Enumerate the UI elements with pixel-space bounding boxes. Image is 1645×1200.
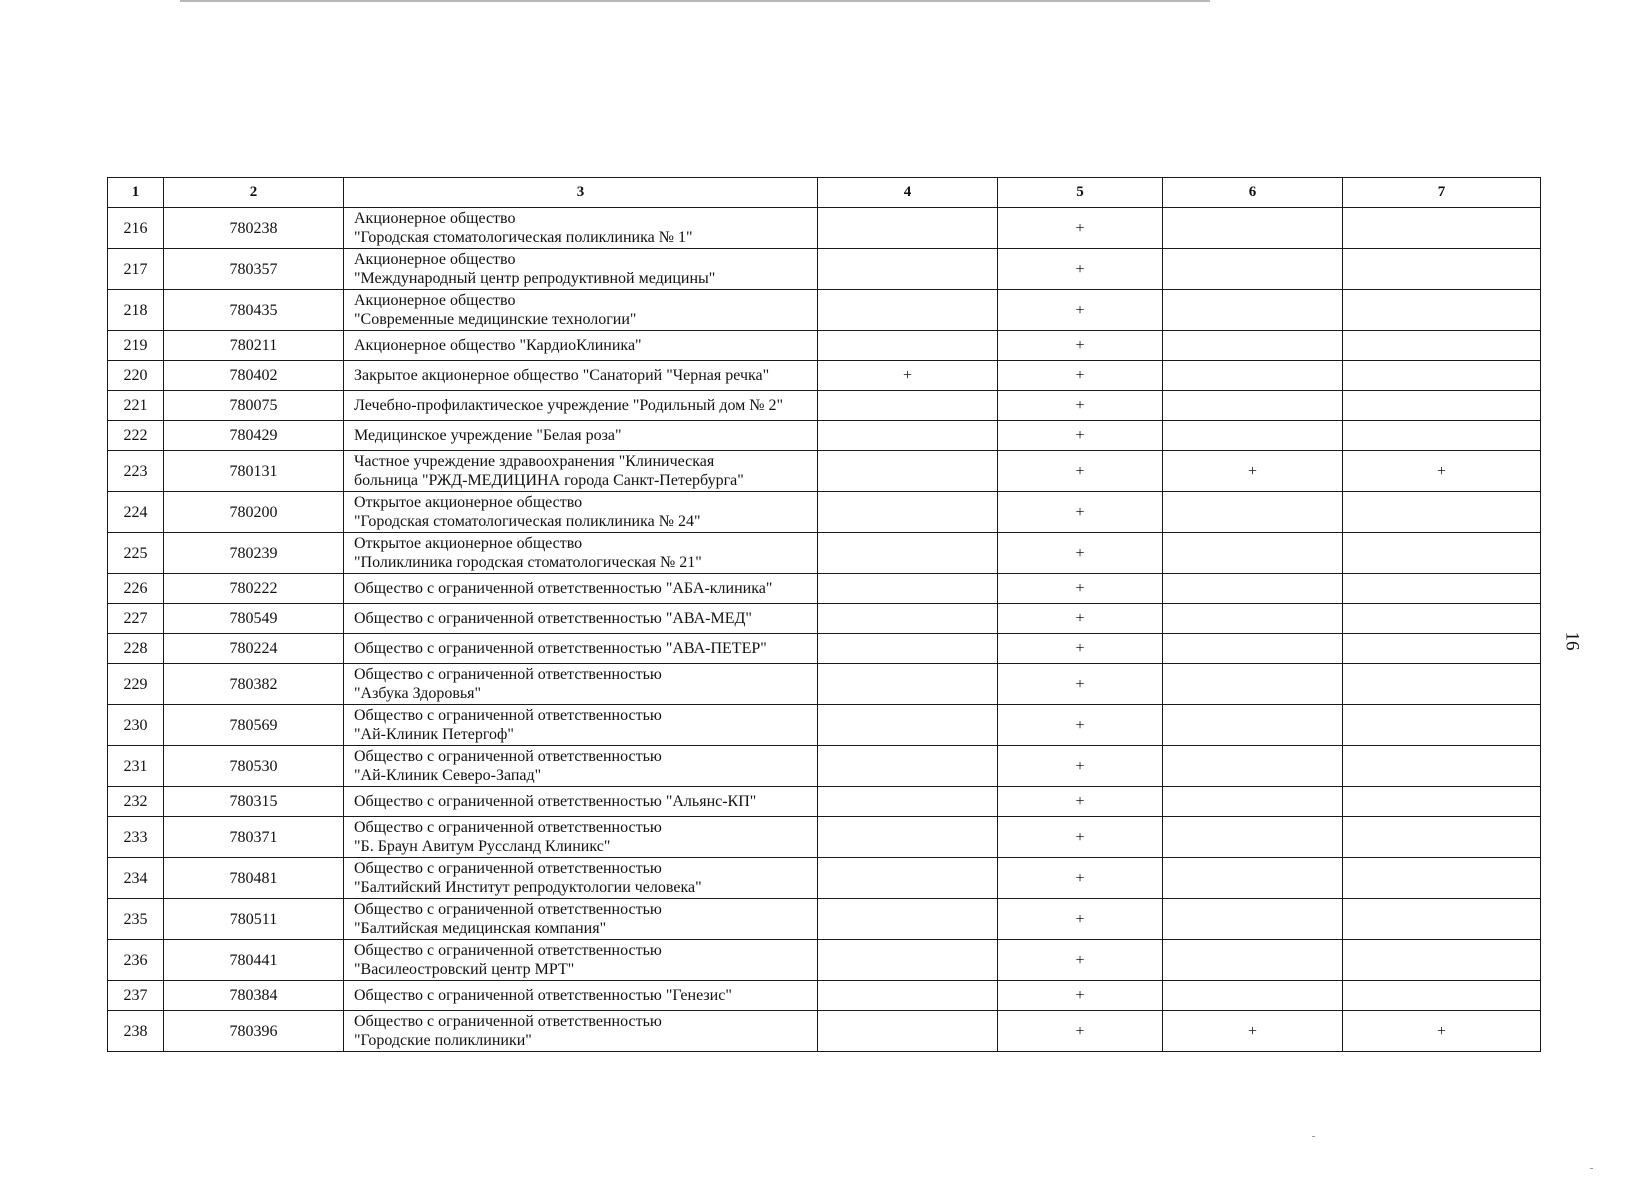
organization-name-cell: Общество с ограниченной ответственностью "Балтийская медицинская компания" [344,899,818,940]
column-header-1: 1 [108,178,164,208]
column-5-mark-cell: + [998,746,1163,787]
column-6-mark-cell [1163,746,1343,787]
row-number-cell: 227 [108,604,164,634]
column-7-mark-cell [1343,705,1541,746]
column-5-mark-cell: + [998,208,1163,249]
column-7-mark-cell: + [1343,451,1541,492]
row-number-cell: 216 [108,208,164,249]
scan-speck [1590,1168,1593,1169]
column-6-mark-cell [1163,361,1343,391]
column-4-mark-cell [818,574,998,604]
table-row [108,421,1541,451]
table-row [108,391,1541,421]
column-6-mark-cell [1163,817,1343,858]
row-number-cell: 221 [108,391,164,421]
row-number-cell: 223 [108,451,164,492]
organization-name-cell: Медицинское учреждение "Белая роза" [344,421,818,451]
organization-name-cell: Общество с ограниченной ответственностью "АВА-ПЕТЕР" [344,634,818,664]
column-4-mark-cell [818,492,998,533]
column-6-mark-cell: + [1163,1011,1343,1052]
column-4-mark-cell [818,858,998,899]
table-row [108,533,1541,574]
column-7-mark-cell [1343,787,1541,817]
table-row [108,899,1541,940]
column-6-mark-cell [1163,492,1343,533]
registry-code-cell: 780357 [164,249,344,290]
column-4-mark-cell [818,705,998,746]
column-6-mark-cell [1163,981,1343,1011]
organization-name-cell: Общество с ограниченной ответственностью "Азбука Здоровья" [344,664,818,705]
organization-name-cell: Общество с ограниченной ответственностью "Альянс-КП" [344,787,818,817]
column-5-mark-cell: + [998,331,1163,361]
table-row [108,451,1541,492]
column-6-mark-cell [1163,574,1343,604]
row-number-cell: 235 [108,899,164,940]
column-5-mark-cell: + [998,1011,1163,1052]
column-5-mark-cell: + [998,249,1163,290]
registry-table [107,177,1541,1052]
row-number-cell: 222 [108,421,164,451]
column-5-mark-cell: + [998,817,1163,858]
column-7-mark-cell [1343,817,1541,858]
table-row [108,604,1541,634]
organization-name-cell: Общество с ограниченной ответственностью "Ай-Клиник Северо-Запад" [344,746,818,787]
table-body [108,208,1541,1052]
registry-code-cell: 780239 [164,533,344,574]
column-6-mark-cell [1163,331,1343,361]
column-7-mark-cell [1343,858,1541,899]
registry-code-cell: 780511 [164,899,344,940]
registry-code-cell: 780075 [164,391,344,421]
row-number-cell: 228 [108,634,164,664]
table-row [108,858,1541,899]
scan-speck [1312,1136,1315,1137]
row-number-cell: 229 [108,664,164,705]
registry-code-cell: 780211 [164,331,344,361]
column-5-mark-cell: + [998,981,1163,1011]
column-5-mark-cell: + [998,858,1163,899]
registry-code-cell: 780222 [164,574,344,604]
scan-top-rule [180,0,1210,2]
organization-name-cell: Общество с ограниченной ответственностью "Балтийский Институт репродуктологии человека" [344,858,818,899]
column-4-mark-cell: + [818,361,998,391]
organization-name-cell: Акционерное общество "Современные медицинские технологии" [344,290,818,331]
column-header-3: 3 [344,178,818,208]
table-row [108,361,1541,391]
registry-code-cell: 780402 [164,361,344,391]
column-4-mark-cell [818,981,998,1011]
table-row [108,492,1541,533]
column-5-mark-cell: + [998,940,1163,981]
column-7-mark-cell [1343,940,1541,981]
column-6-mark-cell [1163,858,1343,899]
organization-name-cell: Акционерное общество "КардиоКлиника" [344,331,818,361]
table-row [108,290,1541,331]
organization-name-cell: Общество с ограниченной ответственностью "АБА-клиника" [344,574,818,604]
column-header-2: 2 [164,178,344,208]
registry-code-cell: 780200 [164,492,344,533]
column-5-mark-cell: + [998,533,1163,574]
column-4-mark-cell [818,421,998,451]
column-4-mark-cell [818,290,998,331]
column-6-mark-cell [1163,634,1343,664]
table-row [108,940,1541,981]
column-5-mark-cell: + [998,664,1163,705]
organization-name-cell: Акционерное общество "Городская стоматологическая поликлиника № 1" [344,208,818,249]
organization-name-cell: Акционерное общество "Международный центр репродуктивной медицины" [344,249,818,290]
column-header-7: 7 [1343,178,1541,208]
organization-name-cell: Общество с ограниченной ответственностью "Б. Браун Авитум Руссланд Клиникс" [344,817,818,858]
column-6-mark-cell [1163,533,1343,574]
column-5-mark-cell: + [998,634,1163,664]
row-number-cell: 236 [108,940,164,981]
column-4-mark-cell [818,533,998,574]
column-7-mark-cell [1343,290,1541,331]
column-7-mark-cell [1343,391,1541,421]
table-row [108,574,1541,604]
organization-name-cell: Закрытое акционерное общество "Санаторий "Черная речка" [344,361,818,391]
column-6-mark-cell [1163,604,1343,634]
column-4-mark-cell [818,208,998,249]
column-7-mark-cell [1343,492,1541,533]
row-number-cell: 230 [108,705,164,746]
registry-code-cell: 780481 [164,858,344,899]
column-4-mark-cell [818,249,998,290]
column-6-mark-cell [1163,290,1343,331]
column-4-mark-cell [818,604,998,634]
column-7-mark-cell [1343,249,1541,290]
column-4-mark-cell [818,787,998,817]
column-7-mark-cell [1343,421,1541,451]
row-number-cell: 219 [108,331,164,361]
column-5-mark-cell: + [998,787,1163,817]
organization-name-cell: Открытое акционерное общество "Городская стоматологическая поликлиника № 24" [344,492,818,533]
column-6-mark-cell [1163,705,1343,746]
registry-code-cell: 780382 [164,664,344,705]
table-row [108,787,1541,817]
registry-code-cell: 780569 [164,705,344,746]
column-6-mark-cell [1163,249,1343,290]
organization-name-cell: Частное учреждение здравоохранения "Клиническая больница "РЖД-МЕДИЦИНА города Санкт-Петербурга" [344,451,818,492]
table-row [108,817,1541,858]
table-header-row [108,178,1541,208]
table-row [108,705,1541,746]
column-7-mark-cell [1343,331,1541,361]
registry-code-cell: 780435 [164,290,344,331]
row-number-cell: 232 [108,787,164,817]
row-number-cell: 231 [108,746,164,787]
registry-code-cell: 780131 [164,451,344,492]
table-row [108,981,1541,1011]
registry-code-cell: 780441 [164,940,344,981]
column-4-mark-cell [818,746,998,787]
column-6-mark-cell [1163,664,1343,705]
column-4-mark-cell [818,899,998,940]
row-number-cell: 218 [108,290,164,331]
column-4-mark-cell [818,331,998,361]
column-6-mark-cell [1163,421,1343,451]
column-5-mark-cell: + [998,574,1163,604]
row-number-cell: 238 [108,1011,164,1052]
organization-name-cell: Открытое акционерное общество "Поликлиника городская стоматологическая № 21" [344,533,818,574]
column-5-mark-cell: + [998,492,1163,533]
registry-code-cell: 780384 [164,981,344,1011]
organization-name-cell: Общество с ограниченной ответственностью "Василеостровский центр МРТ" [344,940,818,981]
column-4-mark-cell [818,940,998,981]
column-header-5: 5 [998,178,1163,208]
table-row [108,208,1541,249]
column-5-mark-cell: + [998,451,1163,492]
column-7-mark-cell [1343,746,1541,787]
table-row [108,664,1541,705]
column-5-mark-cell: + [998,361,1163,391]
column-6-mark-cell [1163,208,1343,249]
column-5-mark-cell: + [998,604,1163,634]
column-header-6: 6 [1163,178,1343,208]
table-row [108,1011,1541,1052]
organization-name-cell: Общество с ограниченной ответственностью "Генезис" [344,981,818,1011]
registry-code-cell: 780224 [164,634,344,664]
column-7-mark-cell [1343,634,1541,664]
column-6-mark-cell [1163,899,1343,940]
column-header-4: 4 [818,178,998,208]
table-row [108,249,1541,290]
row-number-cell: 220 [108,361,164,391]
column-7-mark-cell [1343,361,1541,391]
registry-code-cell: 780429 [164,421,344,451]
row-number-cell: 225 [108,533,164,574]
column-7-mark-cell [1343,533,1541,574]
column-6-mark-cell [1163,787,1343,817]
column-7-mark-cell [1343,574,1541,604]
column-5-mark-cell: + [998,391,1163,421]
column-4-mark-cell [818,451,998,492]
column-7-mark-cell [1343,981,1541,1011]
registry-code-cell: 780238 [164,208,344,249]
column-6-mark-cell: + [1163,451,1343,492]
registry-code-cell: 780549 [164,604,344,634]
organization-name-cell: Лечебно-профилактическое учреждение "Родильный дом № 2" [344,391,818,421]
organization-name-cell: Общество с ограниченной ответственностью "АВА-МЕД" [344,604,818,634]
column-6-mark-cell [1163,391,1343,421]
table-row [108,746,1541,787]
row-number-cell: 217 [108,249,164,290]
column-5-mark-cell: + [998,421,1163,451]
registry-code-cell: 780396 [164,1011,344,1052]
column-7-mark-cell [1343,604,1541,634]
column-7-mark-cell [1343,899,1541,940]
registry-code-cell: 780371 [164,817,344,858]
column-7-mark-cell [1343,664,1541,705]
column-4-mark-cell [818,1011,998,1052]
registry-code-cell: 780315 [164,787,344,817]
organization-name-cell: Общество с ограниченной ответственностью "Ай-Клиник Петергоф" [344,705,818,746]
column-5-mark-cell: + [998,290,1163,331]
column-7-mark-cell [1343,208,1541,249]
table-row [108,331,1541,361]
row-number-cell: 226 [108,574,164,604]
row-number-cell: 234 [108,858,164,899]
column-4-mark-cell [818,817,998,858]
column-4-mark-cell [818,664,998,705]
column-5-mark-cell: + [998,705,1163,746]
registry-code-cell: 780530 [164,746,344,787]
column-6-mark-cell [1163,940,1343,981]
column-4-mark-cell [818,391,998,421]
row-number-cell: 224 [108,492,164,533]
organization-name-cell: Общество с ограниченной ответственностью "Городские поликлиники" [344,1011,818,1052]
column-4-mark-cell [818,634,998,664]
row-number-cell: 237 [108,981,164,1011]
column-5-mark-cell: + [998,899,1163,940]
page-number: 16 [1561,631,1583,651]
row-number-cell: 233 [108,817,164,858]
table-row [108,634,1541,664]
column-7-mark-cell: + [1343,1011,1541,1052]
